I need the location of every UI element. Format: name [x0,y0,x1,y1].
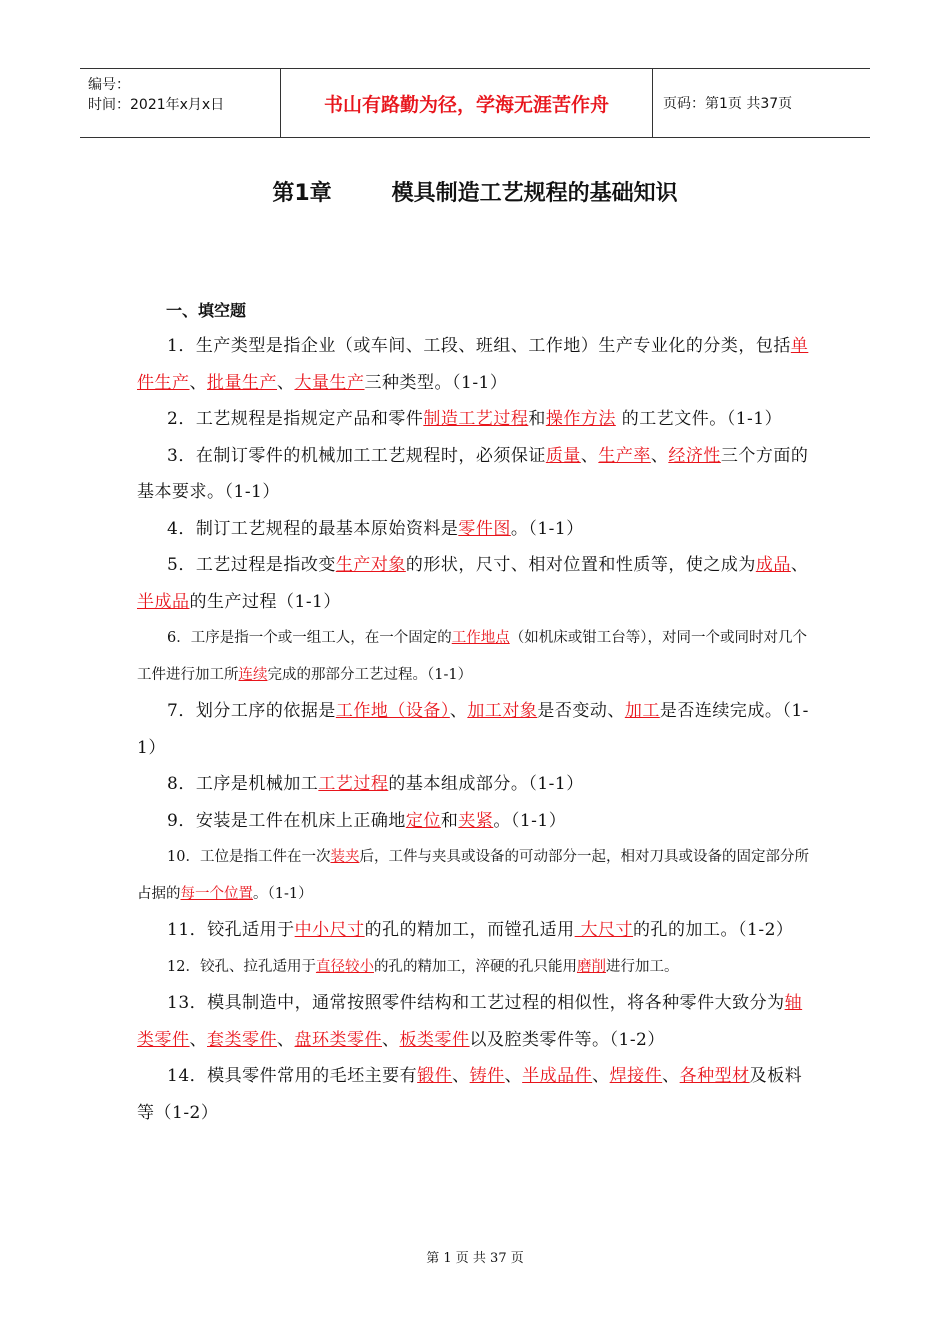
answer-text: 成品 [755,555,791,575]
question-text: 是否连续完成。（1-1） [137,701,809,758]
question-text: 、 [504,1066,523,1086]
question-text: 、 [662,1066,680,1086]
answer-text: 大尺寸 [574,920,634,940]
question-item [137,693,815,766]
question-item [137,1058,815,1131]
question-text: 1．生产类型是指企业（或车间、工段、班组、工作地）生产专业化的分类，包括 [167,336,791,356]
answer-text: 夹紧 [458,810,494,831]
answer-text: 工作地点 [451,630,510,646]
answer-text: 定位 [405,810,441,831]
question-text: 及板料等（1-2） [137,1066,803,1123]
question-text: 三个方面的基本要求。（1-1） [137,445,809,502]
question-text: 以及腔类零件等。（1-2） [469,1029,665,1050]
chapter-name: 模具制造工艺规程的基础知识 [391,181,678,206]
question-text: 后，工件与夹具或设备的可动部分一起，相对刀具或设备的固定部分所占据的 [137,849,809,902]
chapter-title [0,176,950,207]
answer-text: 套类零件 [207,1029,277,1050]
answer-text: 经济性 [668,445,721,466]
question-text: 的孔的精加工，淬硬的孔只能用 [373,958,577,975]
question-text: 8．工序是机械加工 [167,774,319,794]
question-text: 。（1-1） [493,810,567,831]
answer-text: 大量生产 [294,372,365,393]
question-text: 3．在制订零件的机械加工工艺规程时，必须保证 [167,445,546,466]
question-text: 5．工艺过程是指改变 [167,555,336,575]
question-text: 。（1-1） [253,885,313,902]
answer-text: 加工 [624,701,660,721]
question-item [137,547,815,620]
answer-text: 工艺过程 [318,774,389,794]
answer-text: 加工对象 [467,701,538,721]
question-text: 、 [452,1066,470,1086]
answer-text: 磨削 [576,958,606,975]
question-item [137,328,815,401]
answer-text: 操作方法 [545,409,616,429]
answer-text: 批量生产 [207,372,277,393]
question-text: 14．模具零件常用的毛坯主要有 [167,1066,418,1086]
question-item [137,438,815,511]
question-text: 、 [382,1029,400,1050]
question-text: 的形状，尺寸、相对位置和性质等，使之成为 [405,555,756,575]
answer-text: 轴类零件 [137,993,803,1050]
question-text: 、 [189,372,207,393]
question-text: 完成的那部分工艺过程。（1-1） [267,666,473,683]
answer-text: 盘环类零件 [294,1029,382,1050]
question-item [137,511,815,548]
question-text: 13．模具制造中，通常按照零件结构和工艺过程的相似性，将各种零件大致分为 [167,993,785,1013]
question-text: 是否变动、 [537,701,625,721]
question-text: 和 [528,409,546,429]
header-motto: 书山有路勤为径，学海无涯苦作舟 [281,69,653,137]
answer-text: 中小尺寸 [294,920,365,940]
question-text: 、 [790,555,809,575]
answer-text: 焊接件 [609,1066,663,1086]
header-page-code: 页码：第1页 共37页 [663,96,793,112]
question-item [137,766,815,803]
question-text: 、 [650,445,669,466]
question-text: 10．工位是指工件在一次 [167,849,331,865]
question-item [137,912,815,949]
answer-text: 零件图 [458,518,511,539]
question-item [137,839,815,912]
answer-text: 工作地（设备） [335,701,450,721]
answer-text: 每一个位置 [180,885,253,902]
question-text: 9．安装是工件在机床上正确地 [167,810,406,831]
answer-text: 铸件 [469,1066,505,1086]
header-meta [80,69,281,137]
question-item [137,620,815,693]
answer-text: 装夹 [330,849,360,865]
answer-text: 板类零件 [399,1029,470,1050]
document-number-label: 编号： [88,77,130,93]
page-header [80,68,870,138]
question-item [137,985,815,1058]
question-text: 进行加工。 [605,958,679,975]
document-time-label: 时间：2021年x月x日 [88,97,225,113]
question-text: 、 [277,372,295,393]
answer-text: 连续 [238,666,268,683]
question-text: 、 [277,1029,295,1050]
answer-text: 单件生产 [137,336,809,393]
question-text: 三种类型。（1-1） [364,372,508,393]
question-text: 、 [449,701,468,721]
question-text: 12．铰孔、拉孔适用于 [167,958,316,975]
question-text: （如机床或钳工台等），对同一个或同时对几个工件进行加工所 [137,630,807,683]
answer-text: 生产率 [598,445,651,466]
answer-text: 生产对象 [335,555,406,575]
question-text: 的生产过程（1-1） [189,591,341,612]
question-item [137,803,815,840]
answer-text: 质量 [545,445,581,466]
answer-text: 制造工艺过程 [423,409,529,429]
question-item [137,949,815,986]
question-text: 、 [580,445,599,466]
question-text: 2．工艺规程是指规定产品和零件 [167,409,424,429]
question-text: 11．铰孔适用于 [167,920,295,940]
question-text: 和 [440,810,459,831]
question-item [137,401,815,438]
answer-text: 半成品件 [522,1066,593,1086]
answer-text: 锻件 [417,1066,453,1086]
page-footer: 第 1 页 共 37 页 [426,1251,524,1266]
question-text: 的基本组成部分。（1-1） [388,774,584,794]
section-title: 一、填空题 [166,301,247,320]
question-text: 的孔的加工。（1-2） [633,920,794,940]
question-text: 、 [189,1029,207,1050]
question-text: 的工艺文件。（1-1） [615,409,783,429]
question-text: 7．划分工序的依据是 [167,701,336,721]
question-list [137,328,815,1131]
question-text: 。（1-1） [510,518,584,539]
question-text: 6．工序是指一个或一组工人，在一个固定的 [167,630,452,646]
answer-text: 直径较小 [315,958,374,975]
question-text: 4．制订工艺规程的最基本原始资料是 [167,518,459,539]
answer-text: 半成品 [137,591,190,612]
question-text: 、 [592,1066,610,1086]
answer-text: 各种型材 [679,1066,750,1086]
question-text: 的孔的精加工，而镗孔适用 [364,920,575,940]
chapter-number: 第1章 [272,181,332,206]
